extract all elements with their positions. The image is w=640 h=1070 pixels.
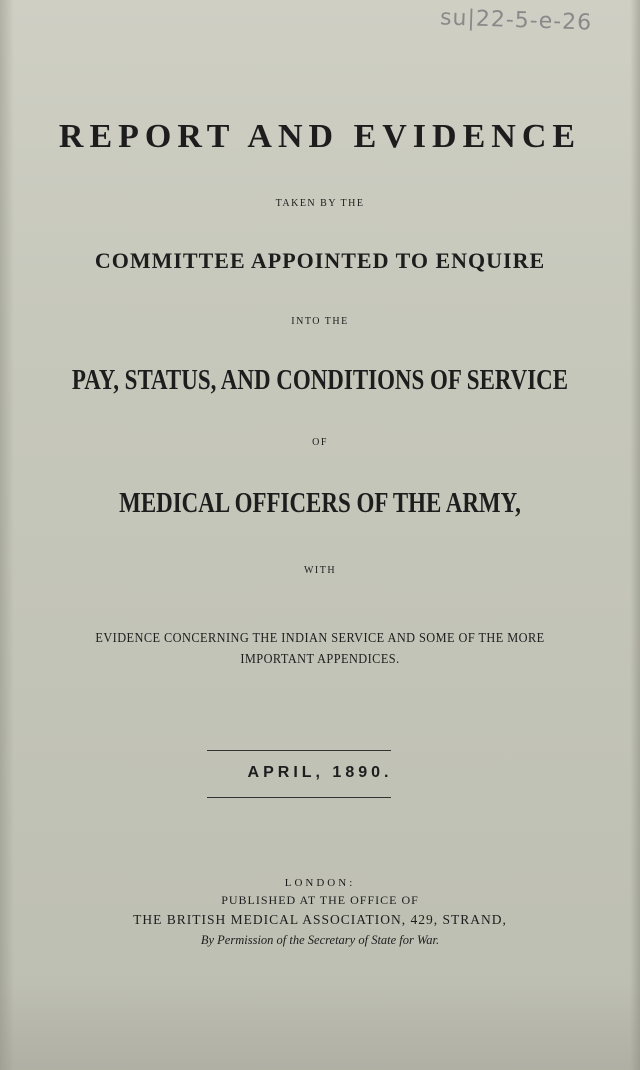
title-line-2: COMMITTEE APPOINTED TO ENQUIRE xyxy=(94,248,546,273)
imprint-publisher: THE BRITISH MEDICAL ASSOCIATION, 429, STRAND, xyxy=(133,912,507,927)
title-line-1: REPORT AND EVIDENCE xyxy=(58,118,582,155)
evidence-description xyxy=(38,628,601,670)
imprint-permission: By Permission of the Secretary of State for War. xyxy=(200,933,440,947)
page-edge-right xyxy=(630,0,640,1070)
connector-with: WITH xyxy=(303,565,337,576)
evidence-line-2: IMPORTANT APPENDICES. xyxy=(240,652,400,667)
connector-of: OF xyxy=(312,437,328,448)
imprint-published-at: PUBLISHED AT THE OFFICE OF xyxy=(221,893,419,907)
page-edge-left xyxy=(0,0,14,1070)
divider-bottom xyxy=(207,797,391,798)
title-line-4: MEDICAL OFFICERS OF THE ARMY, xyxy=(119,488,521,519)
paper-stain xyxy=(0,980,640,1070)
connector-into-the: INTO THE xyxy=(291,316,349,327)
imprint-place: LONDON: xyxy=(284,877,356,889)
handwritten-shelf-mark: su|22-5-e-26 xyxy=(439,5,593,36)
divider-top xyxy=(207,750,391,751)
connector-taken-by: TAKEN BY THE xyxy=(275,198,365,209)
title-line-3: PAY, STATUS, AND CONDITIONS OF SERVICE xyxy=(71,365,569,396)
publication-date: APRIL, 1890. xyxy=(247,764,393,781)
evidence-line-1: EVIDENCE CONCERNING THE INDIAN SERVICE AND SOME OF THE MORE xyxy=(95,631,545,646)
